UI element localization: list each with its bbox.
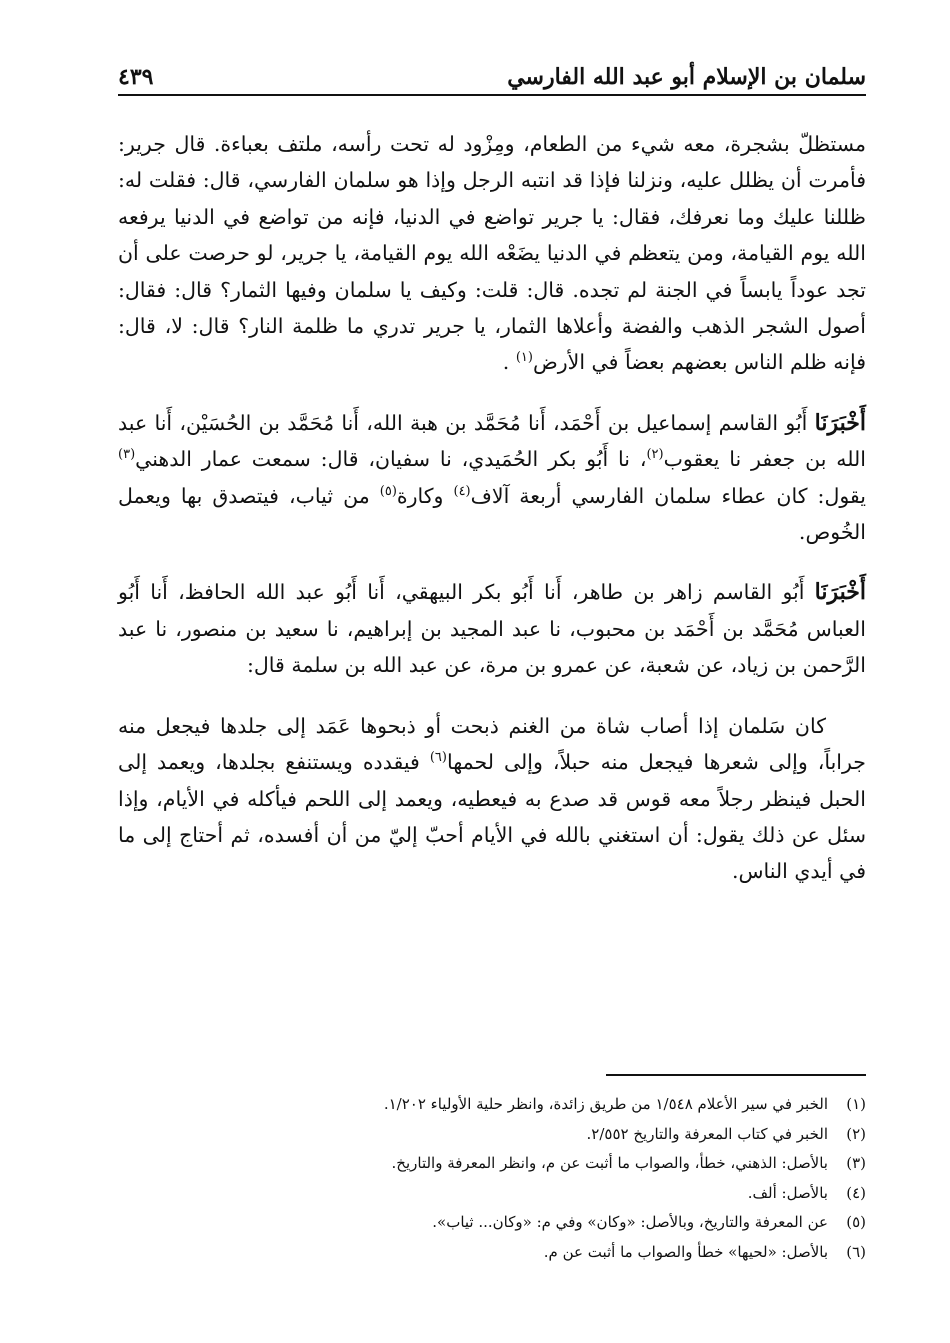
paragraph-2 [118,405,866,551]
footnote-list [118,1090,866,1267]
footnote-number: (٥) [846,1213,866,1231]
footnote-number: (١) [846,1095,866,1113]
footnote-ref-3: (٣) [118,447,136,463]
paragraph-2-text-e: من ثياب، فيتصدق بها ويعمل الخُوص. [118,483,866,545]
paragraph-gap [118,381,866,405]
footnote-item [118,1090,866,1120]
paragraph-2-lead: أَخْبَرَنَا [814,409,866,436]
paragraph-2-text-a: أَبُو القاسم إسماعيل بن أَحْمَد، أَنا مُحَمَّد بن هبة الله، أَنا مُحَمَّد بن الحُسَيْن، أَنا عبد الله بن جعفر نا يعقوب [118,410,866,472]
paragraph-4-text-a: كان سَلمان إذا أصاب شاة من الغنم ذبحت أو ذبحوها عَمَد إلى جلدها فيجعل منه جراباً، وإلى شعرها فيجعل منه حبلاً، وإلى لحمها [118,713,866,775]
paragraph-4 [118,708,866,890]
footnote-text: الخبر في كتاب المعرفة والتاريخ ٢/٥٥٢. [586,1124,828,1143]
footnote-text: بالأصل: ألف. [747,1183,828,1202]
footnote-number: (٣) [846,1154,866,1172]
paragraph-gap [118,684,866,708]
footnote-ref-4: (٤) [453,483,471,499]
paragraph-3-lead: أَخْبَرَنَا [814,579,866,606]
paragraph-2-text-b: ، نا أَبُو بكر الحُمَيدي، نا سفيان، قال: سمعت عمار الدهني [135,447,647,472]
footnote-number: (٢) [846,1124,866,1143]
paragraph-2-text-d: وكارة [396,483,454,508]
footnote-ref-5: (٥) [379,483,397,499]
footnote-item [118,1208,866,1238]
footnote-text: بالأصل: الذهني، خطأ، والصواب ما أثبت عن م، وانظر المعرفة والتاريخ. [391,1154,828,1172]
footnote-number: (٦) [846,1242,866,1261]
footnotes-section [118,1074,866,1267]
paragraph-1-text: مستظلّ بشجرة، معه شيء من الطعام، ومِزْود له تحت رأسه، ملتف بعباءة. قال جرير: فأمرت أن يظلل عليه، ونزلنا فإذا قد انتبه الرجل وإذا هو سلمان الفارسي، قال: فقلت له: ظللنا عليك وما نعرفك، فقال: يا جرير تواضع في الدنيا، فإنه من تواضع في الدنيا يرفعه الله يوم القيامة، ومن يتعظم في الدنيا يضَعْه الله يوم القيامة، يا جرير، لو حرصت على أن تجد عوداً يابساً في الجنة لم تجده. قال: قلت: وكيف يا سلمان وفيها الثمار؟ قال: فقال: أصول الشجر الذهب والفضة وأعلاها الثمار، يا جرير تدري ما ظلمة النار؟ قال: لا، قال: فإنه ظلم الناس بعضهم بعضاً في الأرض [118,132,866,375]
paragraph-2-text-c: يقول: كان عطاء سلمان الفارسي أربعة آلاف [470,483,867,508]
footnote-item [118,1179,866,1209]
footnote-ref-2: (٢) [646,447,664,463]
running-title: سلمان بن الإسلام أبو عبد الله الفارسي [507,64,866,90]
page-number: ٤٣٩ [118,64,154,90]
paragraph-1 [118,126,866,381]
footnote-separator [606,1074,866,1076]
footnote-text: عن المعرفة والتاريخ، وبالأصل: «وكان» وفي م: «وكان... ثياب». [432,1213,828,1231]
paragraph-gap [118,550,866,574]
paragraph-3-text: أَبُو القاسم زاهر بن طاهر، أَنا أَبُو بكر البيهقي، أَنا أَبُو عبد الله الحافظ، أَنا أَبُو العباس مُحَمَّد بن أَحْمَد بن محبوب، نا عبد المجيد بن إبراهيم، نا سعيد بن منصور، نا عبد الرَّحمن بن زياد، عن شعبة، عن عمرو بن مرة، عن عبد الله بن سلمة قال: [118,580,866,678]
paragraph-3 [118,574,866,683]
footnote-number: (٤) [846,1183,866,1202]
paragraph-1-end: . [502,350,516,375]
footnote-item [118,1120,866,1150]
paragraph-4-text-b: فيقدده ويستنفع بجلدها، ويعمد إلى الحبل فينظر رجلاً معه قوس قد صدع به فيعطيه، ويعمد إلى اللحم فيأكله في الأيام، وإذا سئل عن ذلك يقول: أن استغني بالله في الأيام أحبّ إليّ من أن أفسده، ثم أحتاج إلى ما في أيدي الناس. [118,750,866,884]
running-header [118,56,866,96]
footnote-ref-1: (١) [515,350,533,366]
footnote-text: بالأصل: «لحيها» خطأ والصواب ما أثبت عن م. [543,1242,828,1261]
footnote-item [118,1149,866,1179]
main-text [118,126,866,890]
footnote-text: الخبر في سير الأعلام ١/٥٤٨ من طريق زائدة، وانظر حلية الأولياء ١/٢٠٢. [383,1095,828,1113]
footnote-ref-6: (٦) [429,750,447,766]
footnote-item [118,1238,866,1268]
book-page [118,56,866,890]
